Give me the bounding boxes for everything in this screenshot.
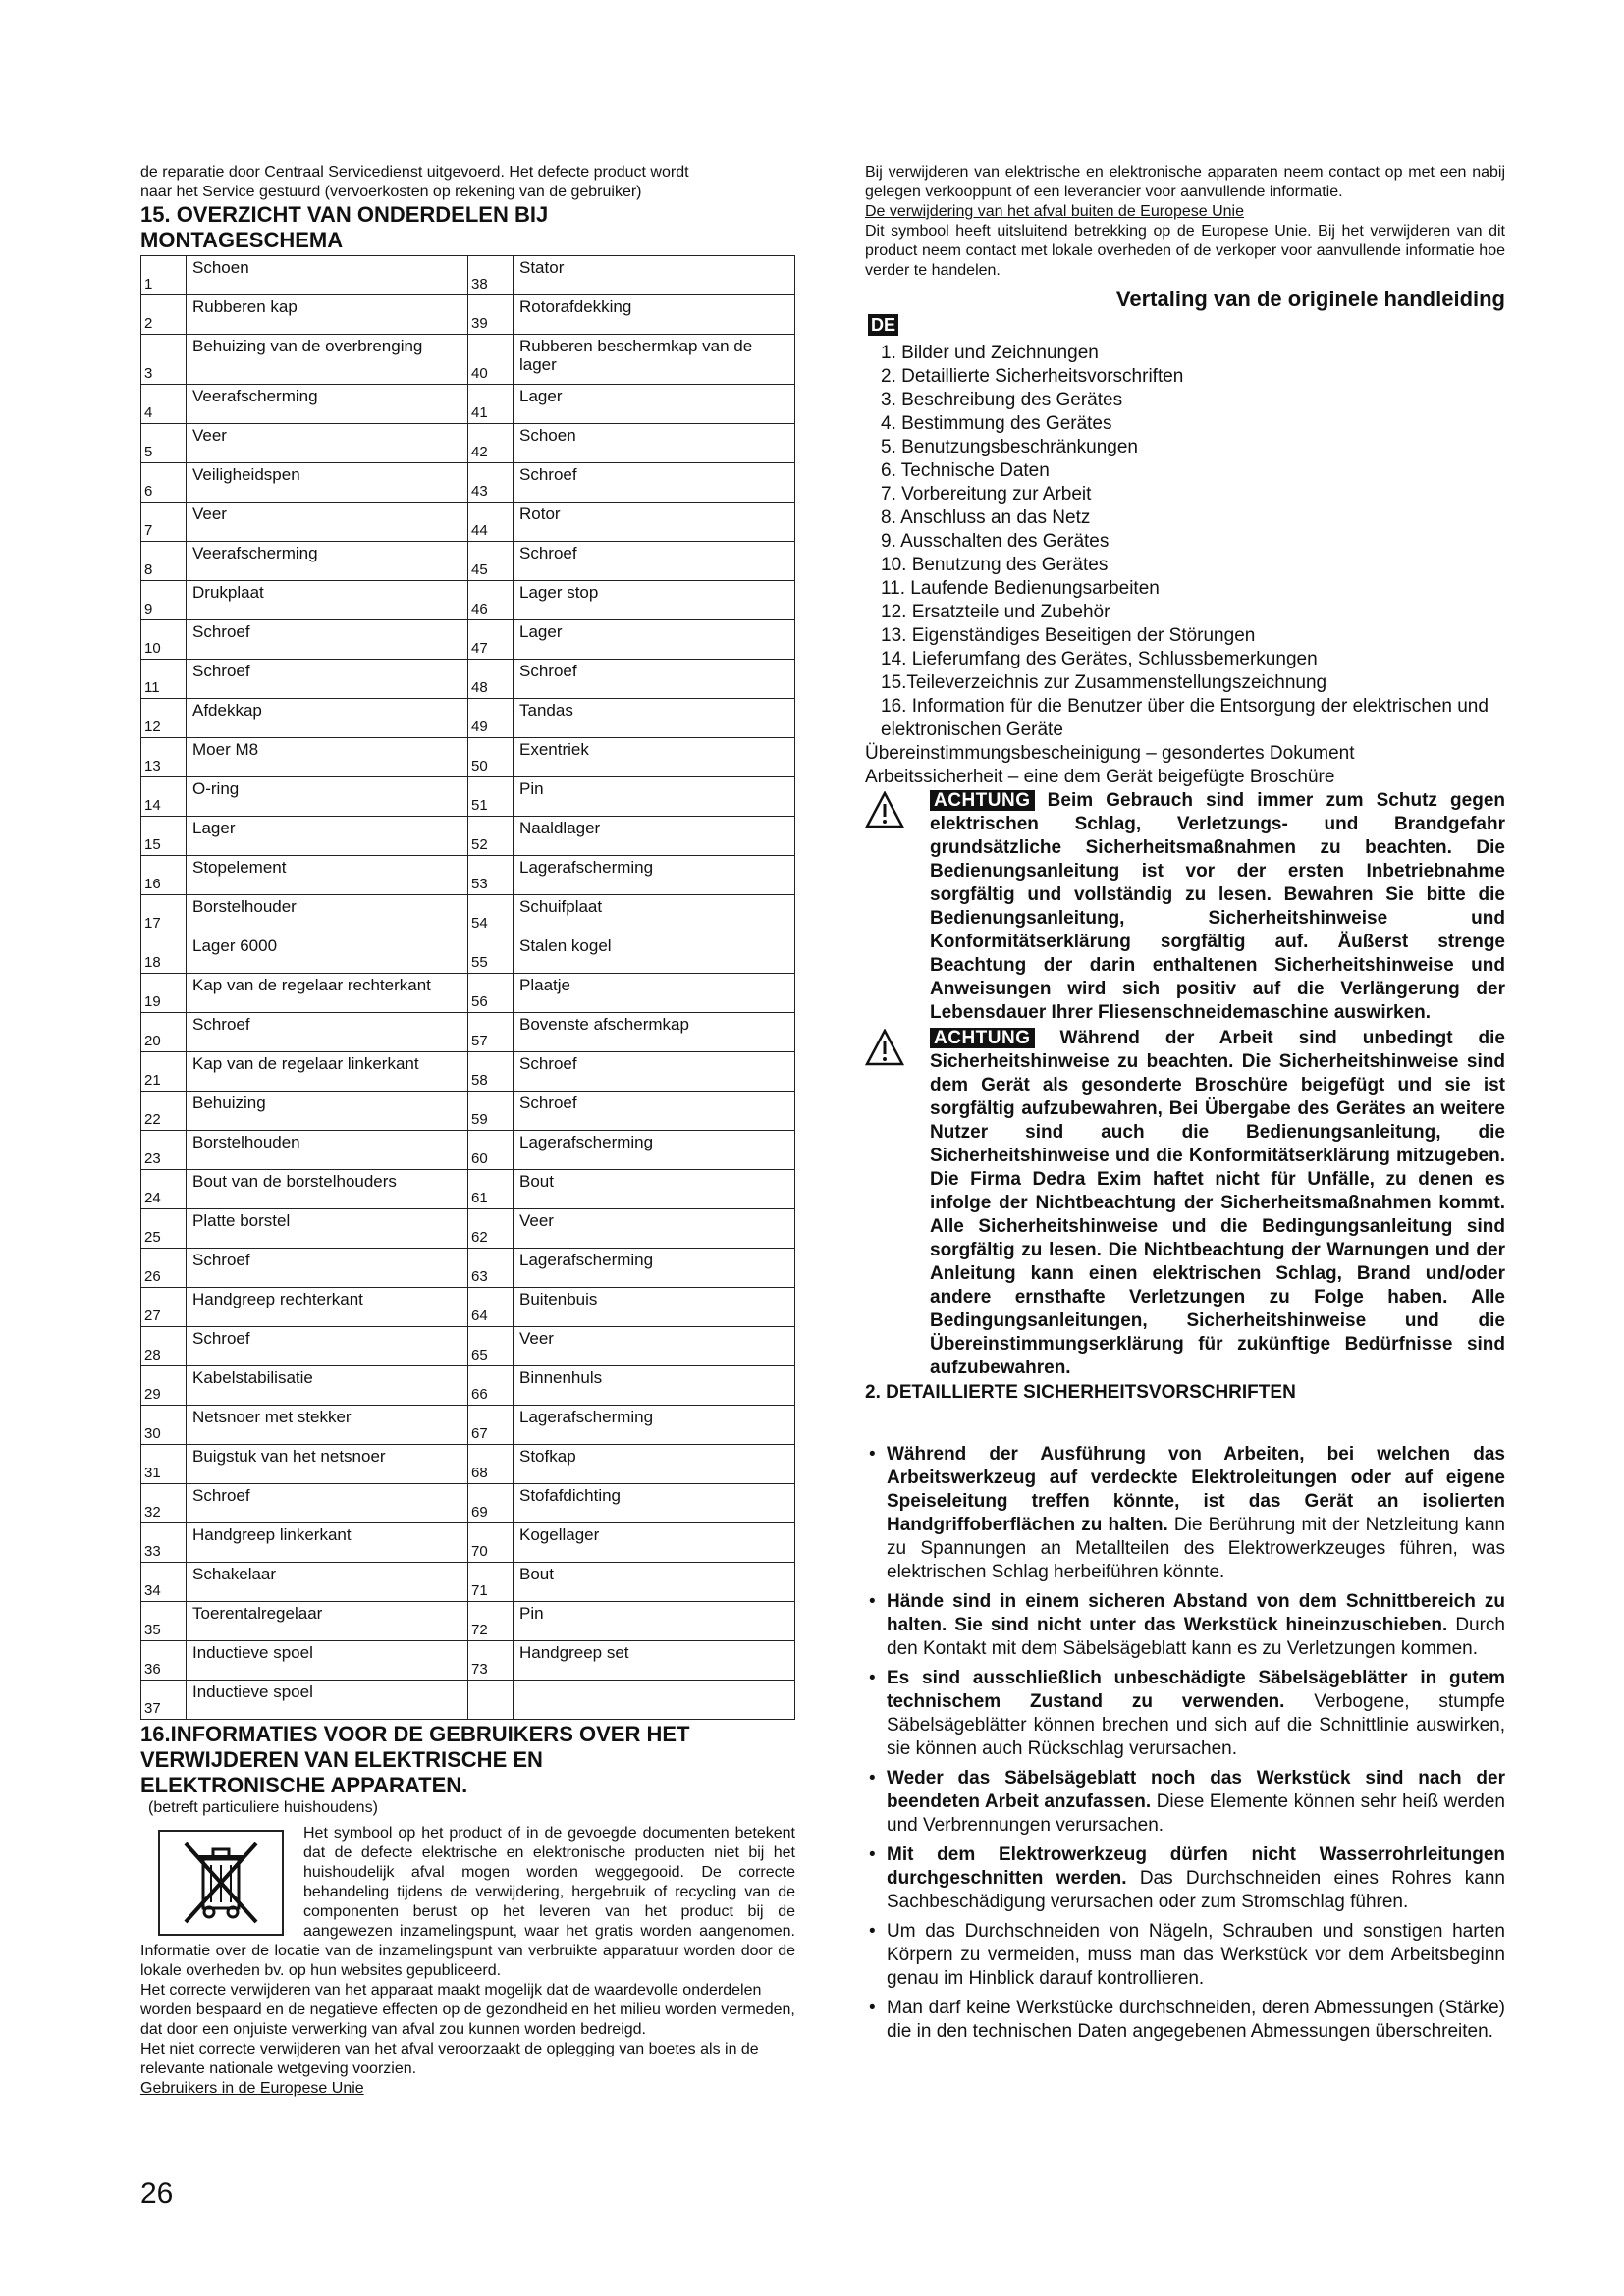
part-name: Handgreep linkerkant xyxy=(187,1523,468,1563)
part-name: Borstelhouder xyxy=(187,895,468,934)
part-number: 22 xyxy=(141,1092,187,1131)
part-name: Veiligheidspen xyxy=(187,463,468,503)
eu-users-heading: Gebruikers in de Europese Unie xyxy=(140,2080,364,2097)
part-number: 72 xyxy=(468,1602,514,1641)
toc-item: 7. Vorbereitung zur Arbeit xyxy=(881,484,1092,505)
part-number: 21 xyxy=(141,1052,187,1092)
part-number: 31 xyxy=(141,1445,187,1484)
bullet-text: Die Berührung mit der Netzleitung kann zu Spannungen an Metallteilen des Elektrowerkzeuges führen, was elektrischen Schlag herbeiführen könnte. xyxy=(887,1515,1505,1582)
part-name: Pin xyxy=(514,777,795,817)
left-column xyxy=(140,163,795,2099)
table-row xyxy=(141,1052,795,1092)
table-row xyxy=(141,335,795,385)
bullet-item xyxy=(865,1443,1505,1584)
toc-item: 12. Ersatzteile und Zubehör xyxy=(881,602,1110,622)
bullet-item xyxy=(865,1590,1505,1661)
table-row xyxy=(141,699,795,738)
part-name: Lagerafscherming xyxy=(514,856,795,895)
part-number: 73 xyxy=(468,1641,514,1681)
part-number: 68 xyxy=(468,1445,514,1484)
part-name: Bout van de borstelhouders xyxy=(187,1170,468,1209)
bullet-text: Durch den Kontakt mit dem Säbelsägeblatt kann es zu Verletzungen kommen. xyxy=(887,1615,1506,1659)
part-number: 69 xyxy=(468,1484,514,1523)
title-line: 15. OVERZICHT VAN ONDERDELEN BIJ xyxy=(140,202,549,227)
table-row xyxy=(141,1209,795,1249)
part-name: Lager 6000 xyxy=(187,934,468,974)
part-number: 24 xyxy=(141,1170,187,1209)
parts-table xyxy=(140,255,795,1720)
part-number: 9 xyxy=(141,581,187,620)
part-number: 3 xyxy=(141,335,187,385)
part-name: Behuizing xyxy=(187,1092,468,1131)
part-number: 13 xyxy=(141,738,187,777)
part-name: Schakelaar xyxy=(187,1563,468,1602)
part-number: 58 xyxy=(468,1052,514,1092)
bullet-text: Um das Durchschneiden von Nägeln, Schrauben und sonstigen harten Körpern zu vermeiden, muss man das Werkstück vor dem Arbeitsbeginn genau im Hinblick darauf kontrollieren. xyxy=(887,1921,1505,1989)
part-number: 33 xyxy=(141,1523,187,1563)
toc-item: 10. Benutzung des Gerätes xyxy=(881,555,1109,575)
part-number: 19 xyxy=(141,974,187,1013)
part-number xyxy=(468,1681,514,1720)
warning-text-1: Beim Gebrauch sind immer zum Schutz gegen elektrischen Schlag, Verletzungs- und Brandgefahr grundsätzliche Sicherheitsmaßnahmen zu beachten. Die Bedienungsanleitung ist vor der ersten Inbetriebnahme sorgfältig und vollständig zu lesen. Bewahren Sie bitte die Bedienungsanleitung, Sicherheitshinweise und Konformitätserklärung sorgfältig auf. Äußerst strenge Beachtung der darin enthaltenen Sicherheitshinweise und Anweisungen wird sich positiv auf die Verlängerung der Lebensdauer Ihrer Fliesenschneidemaschine auswirken. xyxy=(930,790,1505,1023)
title-line: ELEKTRONISCHE APPARATEN. xyxy=(140,1773,468,1797)
page-number: 26 xyxy=(140,2177,174,2210)
part-name: Bout xyxy=(514,1170,795,1209)
toc-item: 4. Bestimmung des Gerätes xyxy=(881,413,1112,434)
toc-item: 16. Information für die Benutzer über die Entsorgung der elektrischen und elektronischen Geräte xyxy=(881,696,1489,740)
table-row xyxy=(141,974,795,1013)
part-name: Inductieve spoel xyxy=(187,1681,468,1720)
table-row xyxy=(141,1681,795,1720)
part-name: Schroef xyxy=(187,1327,468,1366)
part-number: 40 xyxy=(468,335,514,385)
toc-item: 14. Lieferumfang des Gerätes, Schlussbemerkungen xyxy=(881,649,1318,669)
part-number: 45 xyxy=(468,542,514,581)
table-row xyxy=(141,295,795,335)
eu-text: Bij verwijderen van elektrische en elektronische apparaten neem contact op met een nabij gelegen verkooppunt of een leverancier voor aanvullende informatie. xyxy=(865,164,1505,200)
part-name: Netsnoer met stekker xyxy=(187,1406,468,1445)
part-number: 71 xyxy=(468,1563,514,1602)
language-badge: DE xyxy=(868,314,898,336)
warning-triangle-icon xyxy=(865,791,904,828)
part-name: Schroef xyxy=(514,660,795,699)
part-name: Stofkap xyxy=(514,1445,795,1484)
part-number: 57 xyxy=(468,1013,514,1052)
part-number: 10 xyxy=(141,620,187,660)
part-name: Lager xyxy=(187,817,468,856)
intro-line: naar het Service gestuurd (vervoerkosten op rekening van de gebruiker) xyxy=(140,184,642,200)
bullet-text: Man darf keine Werkstücke durchschneiden, deren Abmessungen (Stärke) die in den technischen Daten angegebenen Abmessungen überschreiten. xyxy=(887,1998,1505,2042)
part-number: 38 xyxy=(468,256,514,295)
right-column xyxy=(865,163,1505,2050)
toc-item: 3. Beschreibung des Gerätes xyxy=(881,390,1123,410)
part-number: 7 xyxy=(141,503,187,542)
part-name: Moer M8 xyxy=(187,738,468,777)
part-number: 66 xyxy=(468,1366,514,1406)
part-name: Schroef xyxy=(187,1484,468,1523)
part-name: Lagerafscherming xyxy=(514,1131,795,1170)
toc-item: 15.Teileverzeichnis zur Zusammenstellungszeichnung xyxy=(881,672,1327,693)
part-number: 29 xyxy=(141,1366,187,1406)
intro-text xyxy=(140,163,795,202)
table-row xyxy=(141,620,795,660)
part-name: Buitenbuis xyxy=(514,1288,795,1327)
part-number: 55 xyxy=(468,934,514,974)
table-row xyxy=(141,1406,795,1445)
part-name: Toerentalregelaar xyxy=(187,1602,468,1641)
part-name: Rotor xyxy=(514,503,795,542)
part-name: O-ring xyxy=(187,777,468,817)
part-number: 15 xyxy=(141,817,187,856)
part-name: Inductieve spoel xyxy=(187,1641,468,1681)
table-row xyxy=(141,1013,795,1052)
warning-text-2: Während der Arbeit sind unbedingt die Sicherheitshinweise zu beachten. Die Sicherheitshinweise sind dem Gerät als gesonderte Broschüre beigefügt und sie ist sorgfältig aufzubewahren, Bei Übergabe des Gerätes an weitere Nutzer sind auch die Bedienungsanleitung, die Sicherheitshinweise und die Konformitätserklärung mitzugeben. Die Firma Dedra Exim haftet nicht für Unfälle, zu denen es infolge der Nichtbeachtung der Sicherheitsmaßnahmen kommt. Alle Sicherheitshinweise und die Bedingungsanleitung sind sorgfältig zu lesen. Die Nichtbeachtung der Warnungen und der Anleitung kann einen elektrischen Schlag, Brand und/oder andere ernsthafte Verletzungen zu Folge haben. Alle Bedingungsanleitungen, Sicherheitshinweise und die Übereinstimmungserklärung für zukünftige Bedürfnisse sind aufzubewahren. xyxy=(930,1028,1506,1378)
bullet-text: Diese Elemente können sehr heiß werden und Verbrennungen verursachen. xyxy=(887,1791,1505,1836)
table-row xyxy=(141,463,795,503)
part-name: Veer xyxy=(187,424,468,463)
part-number: 16 xyxy=(141,856,187,895)
translation-title: Vertaling van de originele handleiding xyxy=(1115,287,1505,311)
part-number: 39 xyxy=(468,295,514,335)
part-name: Kap van de regelaar rechterkant xyxy=(187,974,468,1013)
toc-item: 1. Bilder und Zeichnungen xyxy=(881,343,1099,363)
warning-block-1 xyxy=(865,789,1505,1025)
safety-brochure-line: Arbeitssicherheit – eine dem Gerät beigefügte Broschüre xyxy=(865,767,1335,787)
part-number: 32 xyxy=(141,1484,187,1523)
part-number: 6 xyxy=(141,463,187,503)
part-name: Kogellager xyxy=(514,1523,795,1563)
part-name: Pin xyxy=(514,1602,795,1641)
part-name: Borstelhouden xyxy=(187,1131,468,1170)
toc-item: 11. Laufende Bedienungsarbeiten xyxy=(881,578,1160,599)
part-number: 11 xyxy=(141,660,187,699)
part-number: 59 xyxy=(468,1092,514,1131)
table-row xyxy=(141,856,795,895)
correct-disposal-text: Het correcte verwijderen van het apparaat maakt mogelijk dat de waardevolle onderdelen worden bespaard en de negatieve effecten op de gezondheid en het milieu worden vermeden, dat door een onjuiste verwerking van afval zou kunnen worden bedreigd. xyxy=(140,1982,795,2038)
part-name: Handgreep rechterkant xyxy=(187,1288,468,1327)
part-number: 25 xyxy=(141,1209,187,1249)
title-line: MONTAGESCHEMA xyxy=(140,228,344,252)
incorrect-disposal-text: Het niet correcte verwijderen van het afval veroorzaakt de oplegging van boetes als in de relevante nationale wetgeving voorzien. xyxy=(140,2041,759,2077)
outside-eu-heading: De verwijdering van het afval buiten de Europese Unie xyxy=(865,203,1245,220)
part-number: 70 xyxy=(468,1523,514,1563)
table-row xyxy=(141,660,795,699)
part-name: Schroef xyxy=(187,620,468,660)
part-number: 8 xyxy=(141,542,187,581)
part-number: 48 xyxy=(468,660,514,699)
part-number: 46 xyxy=(468,581,514,620)
part-number: 64 xyxy=(468,1288,514,1327)
toc-item: 6. Technische Daten xyxy=(881,460,1050,481)
part-name: Lager xyxy=(514,385,795,424)
part-number: 28 xyxy=(141,1327,187,1366)
table-row xyxy=(141,895,795,934)
table-row xyxy=(141,424,795,463)
part-name: Buigstuk van het netsnoer xyxy=(187,1445,468,1484)
part-number: 52 xyxy=(468,817,514,856)
part-name: Kap van de regelaar linkerkant xyxy=(187,1052,468,1092)
part-name: Kabelstabilisatie xyxy=(187,1366,468,1406)
table-row xyxy=(141,1366,795,1406)
table-row xyxy=(141,1523,795,1563)
part-number: 2 xyxy=(141,295,187,335)
part-name: Veerafscherming xyxy=(187,542,468,581)
part-name: Schroef xyxy=(514,463,795,503)
safety-bullets xyxy=(865,1443,1505,2044)
part-number: 43 xyxy=(468,463,514,503)
part-number: 67 xyxy=(468,1406,514,1445)
part-name: Veer xyxy=(514,1327,795,1366)
part-name: Behuizing van de overbrenging xyxy=(187,335,468,385)
part-name: Rubberen kap xyxy=(187,295,468,335)
part-name: Veerafscherming xyxy=(187,385,468,424)
part-number: 41 xyxy=(468,385,514,424)
part-number: 27 xyxy=(141,1288,187,1327)
table-row xyxy=(141,1602,795,1641)
part-number: 47 xyxy=(468,620,514,660)
part-number: 35 xyxy=(141,1602,187,1641)
achtung-label: ACHTUNG xyxy=(930,790,1035,811)
part-name: Tandas xyxy=(514,699,795,738)
part-number: 20 xyxy=(141,1013,187,1052)
bullet-bold-text: Hände sind in einem sicheren Abstand von dem Schnittbereich zu halten. Sie sind nicht unter das Werkstück hineinzuschieben. xyxy=(887,1591,1505,1635)
part-name: Schroef xyxy=(514,1052,795,1092)
table-row xyxy=(141,581,795,620)
toc-item: 2. Detaillierte Sicherheitsvorschriften xyxy=(881,366,1184,387)
bullet-text: Verbogene, stumpfe Säbelsägeblätter können brechen und sich auf die Schnittlinie auswirken, sie können auch Rückschlag verursachen. xyxy=(887,1691,1505,1759)
part-number: 60 xyxy=(468,1131,514,1170)
section-2-title: 2. DETAILLIERTE SICHERHEITSVORSCHRIFTEN xyxy=(865,1382,1296,1403)
table-row xyxy=(141,385,795,424)
part-name: Veer xyxy=(514,1209,795,1249)
table-row xyxy=(141,256,795,295)
part-name: Handgreep set xyxy=(514,1641,795,1681)
part-name: Bout xyxy=(514,1563,795,1602)
part-name: Lager xyxy=(514,620,795,660)
part-name: Lager stop xyxy=(514,581,795,620)
section-15-title xyxy=(140,202,795,253)
part-name: Naaldlager xyxy=(514,817,795,856)
conformity-line: Übereinstimmungsbescheinigung – gesondertes Dokument xyxy=(865,743,1355,764)
table-row xyxy=(141,1327,795,1366)
table-row xyxy=(141,1641,795,1681)
part-name: Plaatje xyxy=(514,974,795,1013)
part-number: 4 xyxy=(141,385,187,424)
bullet-text: Das Durchschneiden eines Rohres kann Sachbeschädigung verursachen oder zum Stromschlag führen. xyxy=(887,1868,1506,1912)
bullet-bold-text: Weder das Säbelsägeblatt noch das Werkstück sind nach der beendeten Arbeit anzufassen. xyxy=(887,1768,1505,1812)
part-name: Binnenhuls xyxy=(514,1366,795,1406)
part-number: 63 xyxy=(468,1249,514,1288)
part-number: 36 xyxy=(141,1641,187,1681)
part-name: Schoen xyxy=(187,256,468,295)
title-line: 16.INFORMATIES VOOR DE GEBRUIKERS OVER HET xyxy=(140,1722,690,1746)
part-number: 44 xyxy=(468,503,514,542)
part-name: Rotorafdekking xyxy=(514,295,795,335)
warning-block-2 xyxy=(865,1027,1505,1380)
part-name: Schoen xyxy=(514,424,795,463)
part-number: 26 xyxy=(141,1249,187,1288)
warning-triangle-icon xyxy=(865,1029,904,1066)
disposal-block xyxy=(140,1824,795,2099)
part-number: 5 xyxy=(141,424,187,463)
table-row xyxy=(141,1288,795,1327)
part-number: 1 xyxy=(141,256,187,295)
outside-eu-text: Dit symbool heeft uitsluitend betrekking op de Europese Unie. Bij het verwijderen van dit product neem contact met lokale overheden of de verkoper voor aanvullende informatie hoe verder te handelen. xyxy=(865,223,1505,279)
bullet-item xyxy=(865,1667,1505,1761)
part-number: 61 xyxy=(468,1170,514,1209)
part-name xyxy=(514,1681,795,1720)
part-number: 37 xyxy=(141,1681,187,1720)
toc-item: 8. Anschluss an das Netz xyxy=(881,507,1091,528)
part-number: 14 xyxy=(141,777,187,817)
part-name: Stator xyxy=(514,256,795,295)
part-name: Schroef xyxy=(187,660,468,699)
table-row xyxy=(141,1131,795,1170)
table-row xyxy=(141,1249,795,1288)
part-name: Lagerafscherming xyxy=(514,1406,795,1445)
table-row xyxy=(141,1170,795,1209)
part-number: 34 xyxy=(141,1563,187,1602)
part-number: 18 xyxy=(141,934,187,974)
part-number: 53 xyxy=(468,856,514,895)
intro-line: de reparatie door Centraal Servicedienst uitgevoerd. Het defecte product wordt xyxy=(140,164,689,181)
part-name: Stalen kogel xyxy=(514,934,795,974)
part-name: Schroef xyxy=(187,1249,468,1288)
part-name: Platte borstel xyxy=(187,1209,468,1249)
parts-table-body xyxy=(141,256,795,1720)
part-name: Stofafdichting xyxy=(514,1484,795,1523)
achtung-label: ACHTUNG xyxy=(930,1028,1035,1048)
section-16-title xyxy=(140,1722,795,1798)
part-name: Schroef xyxy=(514,542,795,581)
part-number: 12 xyxy=(141,699,187,738)
part-number: 49 xyxy=(468,699,514,738)
table-row xyxy=(141,817,795,856)
table-row xyxy=(141,503,795,542)
table-row xyxy=(141,1563,795,1602)
part-name: Exentriek xyxy=(514,738,795,777)
part-name: Afdekkap xyxy=(187,699,468,738)
toc-item: 9. Ausschalten des Gerätes xyxy=(881,531,1110,552)
table-row xyxy=(141,777,795,817)
part-name: Rubberen beschermkap van de lager xyxy=(514,335,795,385)
bullet-bold-text: Es sind ausschließlich unbeschädigte Säbelsägeblätter in gutem technischem Zustand zu verwenden. xyxy=(887,1668,1505,1712)
disposal-text: Het symbool op het product of in de gevoegde documenten betekent dat de defecte elektrische en elektronische producten niet bij het huishoudelijk afval mogen worden weggegooid. De correcte behandeling tijdens de verwijdering, hergebruik of recycling van de componenten berust op het leveren van het product bij de aangewezen inzamelingspunt, waar het gratis worden aangenomen. Informatie over de locatie van de inzamelingspunt van verbruikte apparatuur worden door de lokale overheden bv. op hun websites gepubliceerd. xyxy=(140,1825,795,1979)
part-name: Bovenste afschermkap xyxy=(514,1013,795,1052)
table-row xyxy=(141,1092,795,1131)
part-name: Drukplaat xyxy=(187,581,468,620)
part-name: Schuifplaat xyxy=(514,895,795,934)
part-number: 23 xyxy=(141,1131,187,1170)
crossed-bin-icon xyxy=(158,1830,284,1936)
bullet-item xyxy=(865,1767,1505,1838)
table-row xyxy=(141,1445,795,1484)
part-number: 54 xyxy=(468,895,514,934)
part-number: 17 xyxy=(141,895,187,934)
part-number: 56 xyxy=(468,974,514,1013)
part-number: 30 xyxy=(141,1406,187,1445)
part-name: Stopelement xyxy=(187,856,468,895)
part-number: 65 xyxy=(468,1327,514,1366)
part-number: 42 xyxy=(468,424,514,463)
bullet-bold-text: Mit dem Elektrowerkzeug dürfen nicht Wasserrohrleitungen durchgeschnitten werden. xyxy=(887,1844,1505,1889)
table-row xyxy=(141,1484,795,1523)
part-name: Schroef xyxy=(187,1013,468,1052)
toc-item: 5. Benutzungsbeschränkungen xyxy=(881,437,1138,457)
table-row xyxy=(141,542,795,581)
bullet-item xyxy=(865,1997,1505,2044)
part-number: 50 xyxy=(468,738,514,777)
bullet-bold-text: Während der Ausführung von Arbeiten, bei welchen das Arbeitswerkzeug auf verdeckte Elektroleitungen oder auf eigene Speiseleitung treffen könnte, ist das Gerät an isolierten Handgriffoberflächen zu halten. xyxy=(887,1444,1505,1535)
table-of-contents xyxy=(865,342,1505,742)
part-name: Schroef xyxy=(514,1092,795,1131)
part-number: 51 xyxy=(468,777,514,817)
table-row xyxy=(141,738,795,777)
table-row xyxy=(141,934,795,974)
bullet-item xyxy=(865,1920,1505,1991)
title-line: VERWIJDEREN VAN ELEKTRISCHE EN xyxy=(140,1747,543,1772)
part-name: Veer xyxy=(187,503,468,542)
households-note: (betreft particuliere huishoudens) xyxy=(148,1799,378,1816)
part-number: 62 xyxy=(468,1209,514,1249)
toc-item: 13. Eigenständiges Beseitigen der Störungen xyxy=(881,625,1256,646)
bullet-item xyxy=(865,1843,1505,1914)
part-name: Lagerafscherming xyxy=(514,1249,795,1288)
